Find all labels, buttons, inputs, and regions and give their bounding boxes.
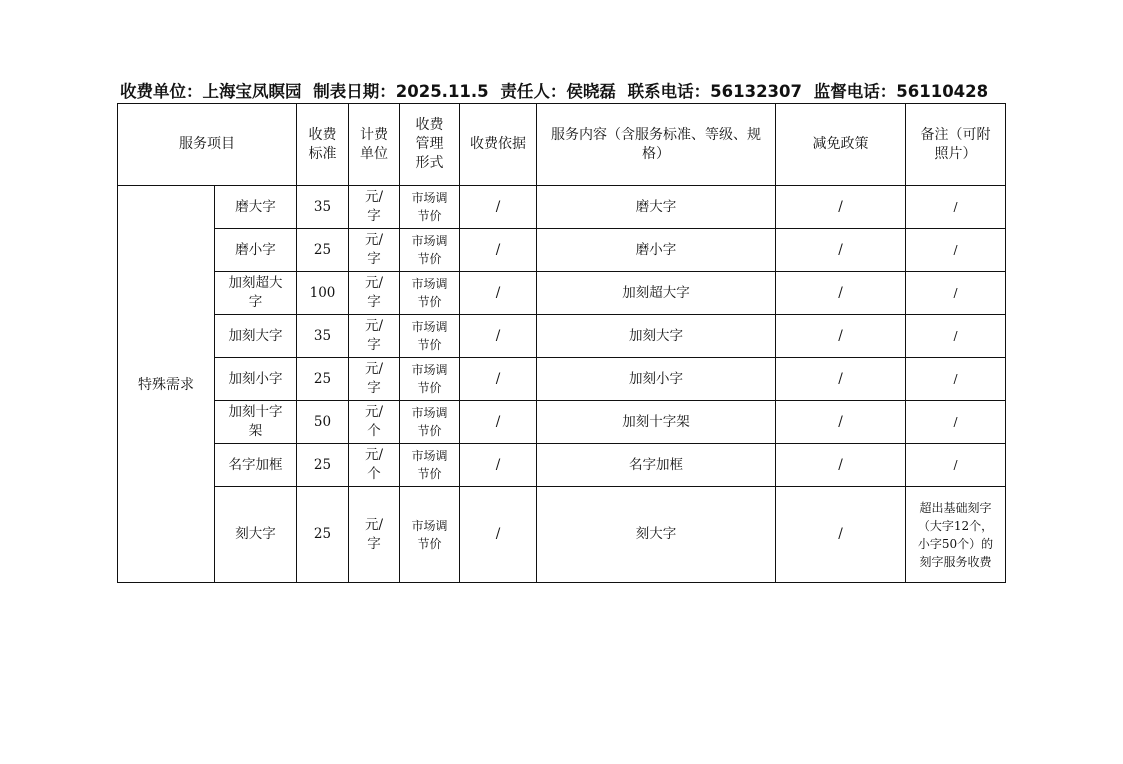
unit-cell: 元/字: [349, 358, 400, 401]
header-service-item: 服务项目: [118, 104, 297, 186]
unit-cell: 元/字: [349, 315, 400, 358]
table-row: [118, 272, 1006, 315]
unit-cell: 元/字: [349, 229, 400, 272]
remarks-cell: /: [906, 229, 1006, 272]
table-header-row: [118, 104, 1006, 186]
remarks-cell: /: [906, 401, 1006, 444]
unit-cell: 元/个: [349, 401, 400, 444]
content-cell: 加刻十字架: [537, 401, 776, 444]
fee-cell: 35: [297, 315, 349, 358]
fee-cell: 50: [297, 401, 349, 444]
table-row: [118, 401, 1006, 444]
reduction-cell: /: [776, 272, 906, 315]
table-row: [118, 315, 1006, 358]
header-service-content: 服务内容（含服务标准、等级、规格）: [537, 104, 776, 186]
remarks-cell: /: [906, 315, 1006, 358]
reduction-cell: /: [776, 229, 906, 272]
basis-cell: /: [460, 186, 537, 229]
table-row: [118, 186, 1006, 229]
header-date: 制表日期：2025.11.5: [313, 82, 489, 101]
reduction-cell: /: [776, 401, 906, 444]
item-name-cell: 加刻十字架: [215, 401, 297, 444]
basis-cell: /: [460, 315, 537, 358]
item-name-cell: 磨小字: [215, 229, 297, 272]
header-fee-unit: 收费单位：上海宝凤瞑园: [120, 82, 302, 101]
reduction-cell: /: [776, 315, 906, 358]
table-row: [118, 358, 1006, 401]
table-row: [118, 487, 1006, 583]
unit-cell: 元/字: [349, 186, 400, 229]
unit-cell: 元/字: [349, 272, 400, 315]
header-supervision-phone: 监督电话：56110428: [813, 82, 989, 101]
basis-cell: /: [460, 444, 537, 487]
table-row: [118, 444, 1006, 487]
management-cell: 市场调节价: [400, 444, 460, 487]
basis-cell: /: [460, 358, 537, 401]
header-phone: 联系电话：56132307: [627, 82, 803, 101]
item-name-cell: 名字加框: [215, 444, 297, 487]
header-billing-unit: 计费单位: [349, 104, 400, 186]
content-cell: 刻大字: [537, 487, 776, 583]
management-cell: 市场调节价: [400, 229, 460, 272]
item-name-cell: 磨大字: [215, 186, 297, 229]
header-management-form: 收费管理形式: [400, 104, 460, 186]
management-cell: 市场调节价: [400, 272, 460, 315]
content-cell: 加刻小字: [537, 358, 776, 401]
management-cell: 市场调节价: [400, 401, 460, 444]
header-remarks: 备注（可附照片）: [906, 104, 1006, 186]
remarks-cell: /: [906, 272, 1006, 315]
management-cell: 市场调节价: [400, 315, 460, 358]
basis-cell: /: [460, 487, 537, 583]
document-header: [120, 78, 1000, 102]
item-name-cell: 加刻小字: [215, 358, 297, 401]
remarks-cell: /: [906, 444, 1006, 487]
header-reduction-policy: 减免政策: [776, 104, 906, 186]
basis-cell: /: [460, 272, 537, 315]
remarks-cell: /: [906, 358, 1006, 401]
header-responsible: 责任人：侯晓磊: [500, 82, 616, 101]
content-cell: 磨小字: [537, 229, 776, 272]
unit-cell: 元/字: [349, 487, 400, 583]
fee-cell: 25: [297, 358, 349, 401]
unit-cell: 元/个: [349, 444, 400, 487]
reduction-cell: /: [776, 444, 906, 487]
content-cell: 磨大字: [537, 186, 776, 229]
item-name-cell: 加刻超大字: [215, 272, 297, 315]
reduction-cell: /: [776, 358, 906, 401]
reduction-cell: /: [776, 186, 906, 229]
reduction-cell: /: [776, 487, 906, 583]
management-cell: 市场调节价: [400, 487, 460, 583]
content-cell: 加刻大字: [537, 315, 776, 358]
content-cell: 名字加框: [537, 444, 776, 487]
fee-cell: 25: [297, 444, 349, 487]
basis-cell: /: [460, 229, 537, 272]
fee-cell: 25: [297, 487, 349, 583]
fee-cell: 25: [297, 229, 349, 272]
remarks-cell: 超出基础刻字（大字12个，小字50个）的刻字服务收费: [906, 487, 1006, 583]
table-row: [118, 229, 1006, 272]
header-fee-basis: 收费依据: [460, 104, 537, 186]
remarks-cell: /: [906, 186, 1006, 229]
fee-cell: 100: [297, 272, 349, 315]
fee-table: [117, 103, 1006, 583]
content-cell: 加刻超大字: [537, 272, 776, 315]
header-fee-standard: 收费标准: [297, 104, 349, 186]
management-cell: 市场调节价: [400, 186, 460, 229]
management-cell: 市场调节价: [400, 358, 460, 401]
category-cell: 特殊需求: [118, 186, 215, 583]
item-name-cell: 刻大字: [215, 487, 297, 583]
item-name-cell: 加刻大字: [215, 315, 297, 358]
fee-cell: 35: [297, 186, 349, 229]
basis-cell: /: [460, 401, 537, 444]
